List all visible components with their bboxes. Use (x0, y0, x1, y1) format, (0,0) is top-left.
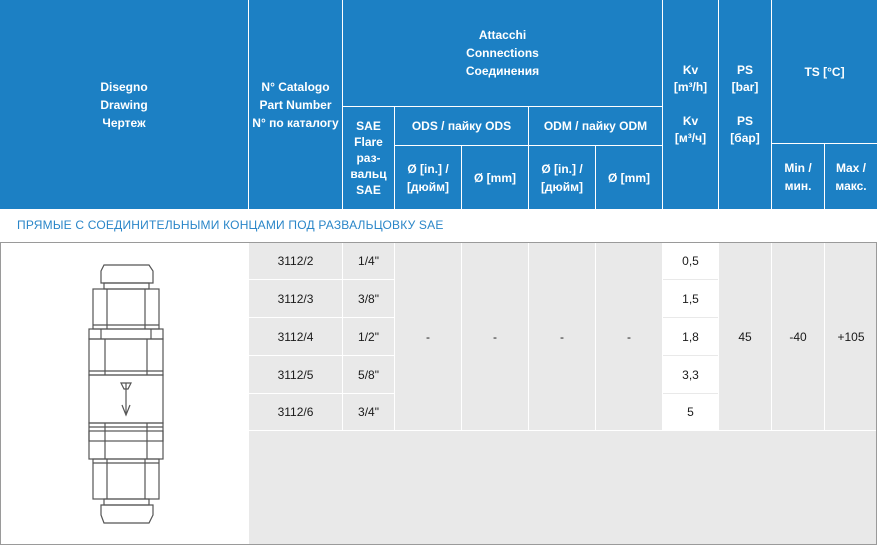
odm-in-value: - (560, 329, 564, 344)
row-2-part: 3112/3 (277, 291, 314, 306)
grid-line (461, 242, 462, 430)
header-ts: TS [°C] (772, 0, 877, 143)
grid-line (824, 242, 825, 430)
header-sae: SAE Flare раз- вальц SAE (343, 107, 394, 209)
ts-min-value: -40 (789, 329, 807, 344)
header-catalog: N° Catalogo Part Number N° по каталогу (249, 0, 342, 209)
grid-line (663, 317, 718, 318)
straight-connector-drawing-icon (1, 243, 249, 546)
row-2-sae: 3/8" (358, 291, 379, 306)
header-odm-mm: Ø [mm] (596, 146, 662, 209)
row-1-part: 3112/2 (277, 254, 314, 268)
grid-line (249, 279, 394, 280)
row-3-kv: 1,8 (663, 318, 718, 355)
grid-line (249, 393, 394, 394)
header-odm: ODM / пайку ODM (529, 107, 662, 145)
grid-line (663, 393, 718, 394)
row-2-kv: 1,5 (663, 280, 718, 317)
grid-line (249, 317, 394, 318)
row-5-kv: 5 (663, 394, 718, 430)
grid-line (528, 242, 529, 430)
header-ts-min: Min / мин. (772, 144, 824, 209)
grid-line (249, 355, 394, 356)
row-4-part: 3112/5 (277, 367, 314, 382)
header-ts-max: Max / макс. (825, 144, 877, 209)
ods-in-value: - (426, 329, 430, 344)
grid-line (249, 430, 877, 431)
row-4-sae: 5/8" (358, 367, 379, 382)
ods-mm-value: - (493, 329, 497, 344)
grid-line (663, 279, 718, 280)
row-5-sae: 3/4" (358, 405, 379, 419)
grid-line (663, 355, 718, 356)
header-ods: ODS / пайку ODS (395, 107, 528, 145)
drawing-cell (0, 242, 248, 545)
row-3-sae: 1/2" (358, 329, 379, 344)
grid-line (771, 242, 772, 430)
grid-line (342, 242, 343, 430)
header-odm-in: Ø [in.] / [дюйм] (529, 146, 595, 209)
header-ps: PS [bar] PS [бар] (719, 0, 771, 209)
header-ods-in: Ø [in.] / [дюйм] (395, 146, 461, 209)
header-ods-mm: Ø [mm] (462, 146, 528, 209)
row-3-part: 3112/4 (277, 329, 314, 344)
grid-line (662, 242, 663, 430)
odm-mm-value: - (627, 329, 631, 344)
grid-line (595, 242, 596, 430)
ps-value: 45 (738, 329, 752, 344)
row-4-kv: 3,3 (663, 356, 718, 393)
row-5-part: 3112/6 (277, 405, 314, 419)
row-1-sae: 1/4" (358, 254, 379, 268)
header-drawing: Disegno Drawing Чертеж (0, 0, 248, 209)
ts-max-value: +105 (837, 329, 865, 344)
row-1-kv: 0,5 (663, 243, 718, 279)
grid-line (718, 242, 719, 430)
header-kv: Kv [m³/h] Kv [м³/ч] (663, 0, 718, 209)
header-connections: Attacchi Connections Соединения (343, 0, 662, 106)
grid-line (394, 242, 395, 430)
section-title: ПРЯМЫЕ С СОЕДИНИТЕЛЬНЫМИ КОНЦАМИ ПОД РАЗВАЛЬЦОВКУ SAE (17, 218, 444, 232)
